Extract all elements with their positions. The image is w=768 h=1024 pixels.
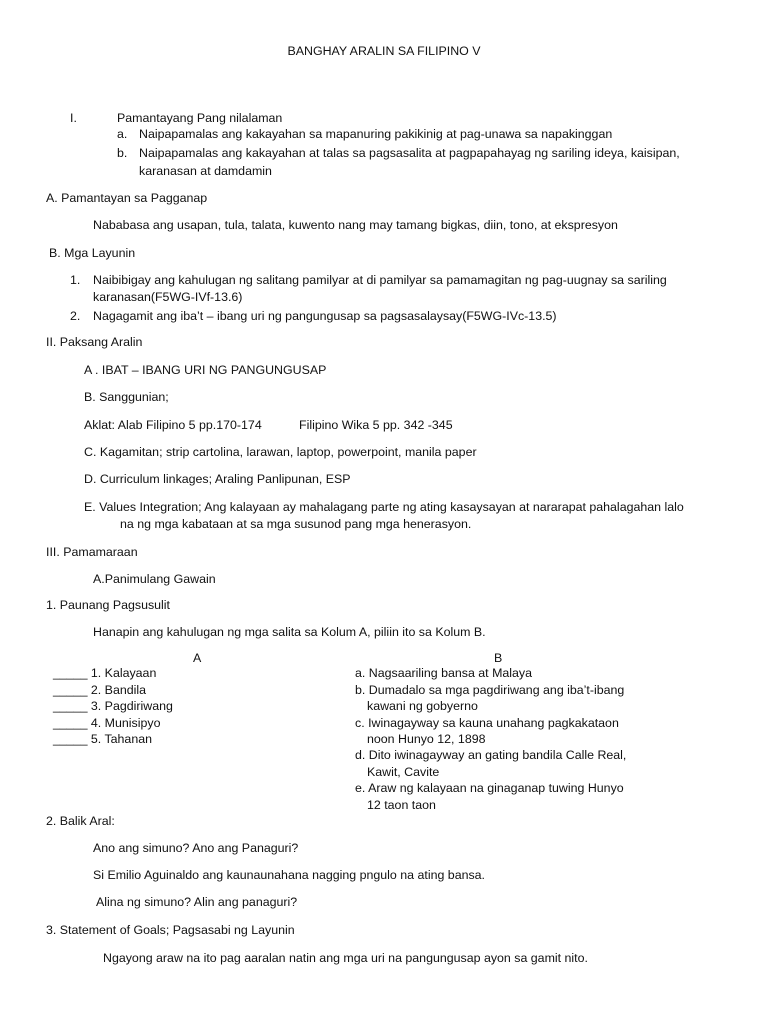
column-a-item: _____ 4. Munisipyo [53,716,161,730]
references-label: B. Sanggunian; [84,390,169,404]
section-1-numeral: I. [70,111,77,125]
section-1-item-b-marker: b. [117,146,128,160]
section-1-item-b-text: Naipapamalas ang kakayahan at talas sa pagsasalita at pagpapahayag ng sariling ideya, kaisipan, [139,146,680,160]
column-b-item: e. Araw ng kalayaan na ginaganap tuwing Hunyo [355,781,624,795]
column-b-item: d. Dito iwinagayway an gating bandila Calle Real, [355,748,627,762]
section-1-item-a-text: Naipapamalas ang kakayahan sa mapanuring pakikinig at pag-unawa sa napakinggan [139,127,613,141]
column-b-item-cont: noon Hunyo 12, 1898 [367,732,486,746]
objective-2-text: Nagagamit ang iba’t – ibang uri ng pangungusap sa pagsasalaysay(F5WG-IVc-13.5) [93,309,557,323]
column-a-header: A [193,651,202,665]
reference-book-2: Filipino Wika 5 pp. 342 -345 [299,418,453,432]
section-a-text: Nababasa ang usapan, tula, talata, kuwento nang may tamang bigkas, diin, tono, at ekspresyon [93,218,618,232]
objective-1-marker: 1. [70,273,81,287]
section-b-heading: B. Mga Layunin [49,246,136,260]
section-3-subheading: A.Panimulang Gawain [93,572,216,586]
column-a-item: _____ 3. Pagdiriwang [53,699,173,713]
review-question-2: Alina ng simuno? Alin ang panaguri? [96,895,298,909]
column-a-item: _____ 5. Tahanan [53,732,152,746]
document-title: BANGHAY ARALIN SA FILIPINO V [287,44,481,58]
curriculum-linkages-text: D. Curriculum linkages; Araling Panlipunan, ESP [84,472,351,486]
values-integration-text-cont: na ng mga kabataan at sa mga susunod pang mga henerasyon. [120,517,472,531]
lesson-topic: A . IBAT – IBANG URI NG PANGUNGUSAP [84,363,327,377]
objective-2-marker: 2. [70,309,81,323]
column-b-header: B [494,651,503,665]
section-1-item-a-marker: a. [117,127,128,141]
section-1-item-b-text-cont: karanasan at damdamin [139,164,272,178]
review-question-1: Ano ang simuno? Ano ang Panaguri? [93,841,299,855]
review-sentence: Si Emilio Aguinaldo ang kaunaunahana nagging pngulo na ating bansa. [93,868,485,882]
column-b-item: b. Dumadalo sa mga pagdiriwang ang iba’t-ibang [355,683,625,697]
section-3-heading: III. Pamamaraan [46,545,138,559]
objective-1-text: Naibibigay ang kahulugan ng salitang pamilyar at di pamilyar sa pamamagitan ng pag-uugnay sa sariling [93,273,667,287]
column-b-item-cont: kawani ng gobyerno [367,699,478,713]
values-integration-text: E. Values Integration; Ang kalayaan ay mahalagang parte ng ating kasaysayan at nararapat pahalagahan lalo [84,500,684,514]
column-b-item-cont: Kawit, Cavite [367,765,440,779]
column-b-item: c. Iwinagayway sa kauna unahang pagkakataon [355,716,619,730]
materials-text: C. Kagamitan; strip cartolina, larawan, laptop, powerpoint, manila paper [84,445,477,459]
step-2-heading: 2. Balik Aral: [46,814,115,828]
goal-statement: Ngayong araw na ito pag aaralan natin ang mga uri na pangungusap ayon sa gamit nito. [103,951,588,965]
column-b-item: a. Nagsaariling bansa at Malaya [355,666,533,680]
step-3-heading: 3. Statement of Goals; Pagsasabi ng Layunin [46,923,295,937]
reference-book-1: Aklat: Alab Filipino 5 pp.170-174 [84,418,262,432]
column-a-item: _____ 1. Kalayaan [53,666,157,680]
quiz-instruction: Hanapin ang kahulugan ng mga salita sa Kolum A, piliin ito sa Kolum B. [93,625,486,639]
step-1-heading: 1. Paunang Pagsusulit [46,598,170,612]
section-2-heading: II. Paksang Aralin [46,335,143,349]
column-b-item-cont: 12 taon taon [367,798,436,812]
section-1-heading: Pamantayang Pang nilalaman [117,111,283,125]
section-a-heading: A. Pamantayan sa Pagganap [46,191,208,205]
column-a-item: _____ 2. Bandila [53,683,147,697]
objective-1-text-cont: karanasan(F5WG-IVf-13.6) [93,290,243,304]
